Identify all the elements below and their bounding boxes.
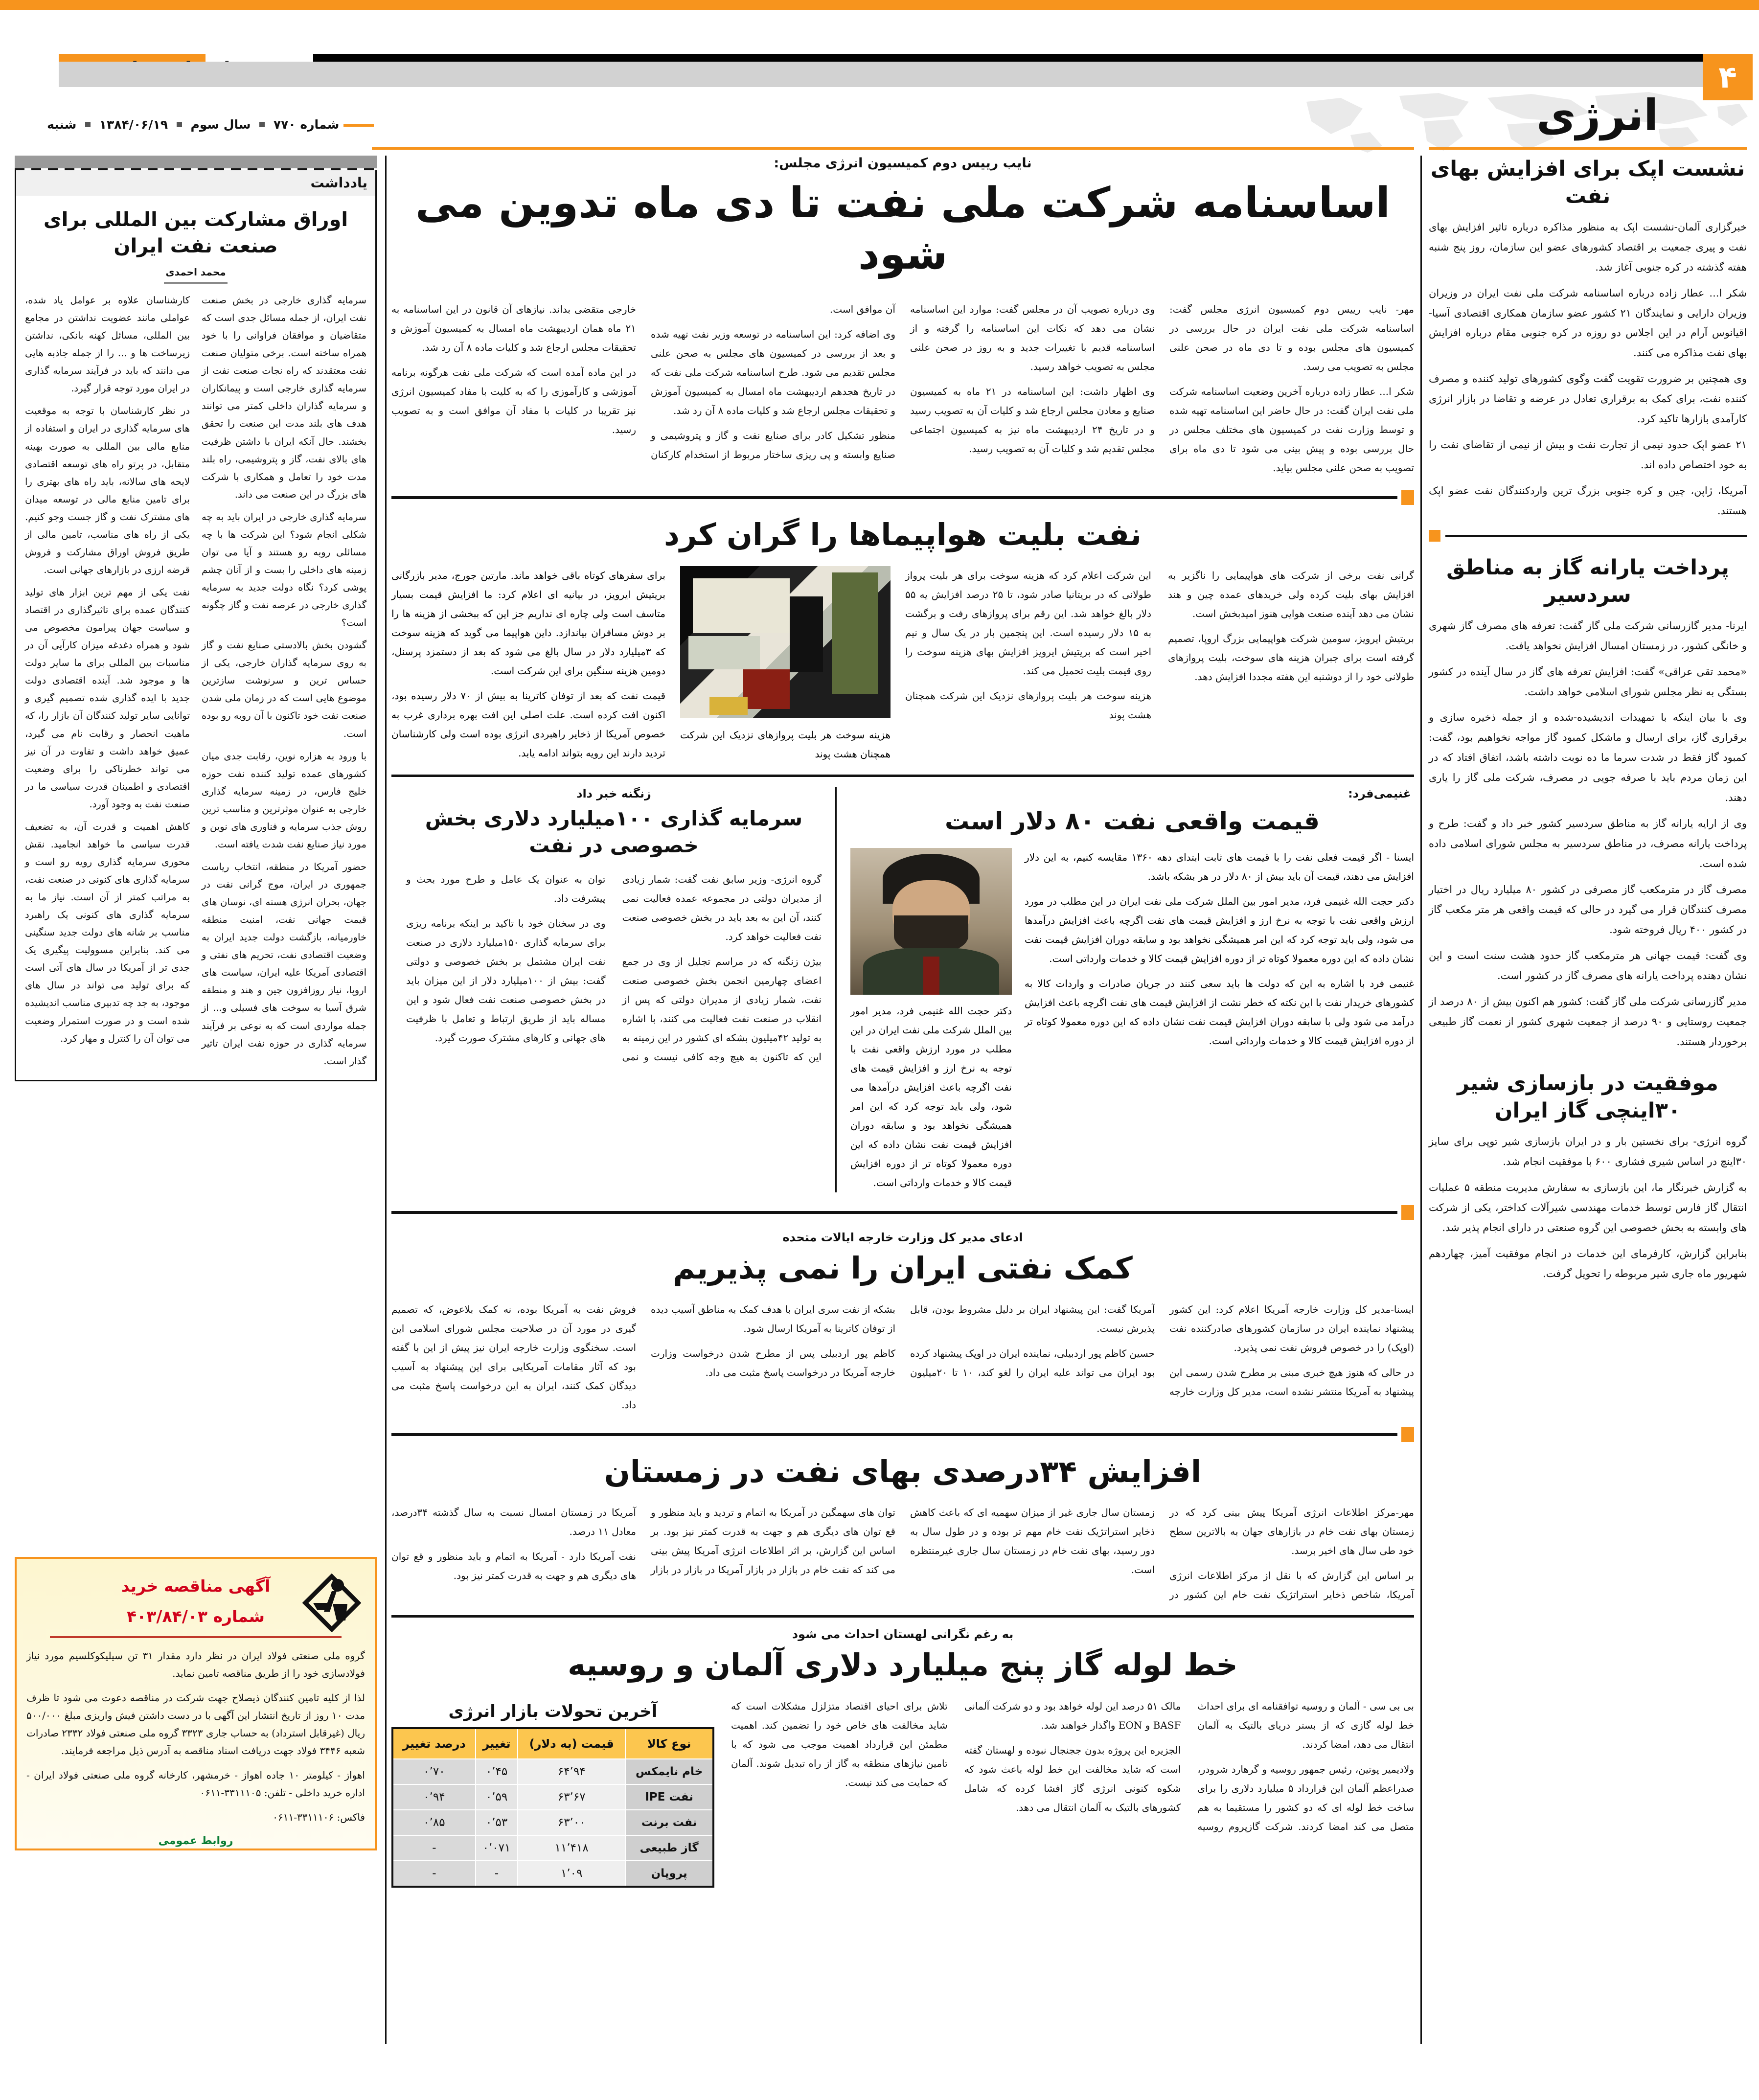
steel-group-logo-icon	[302, 1574, 361, 1632]
ad-title-line2: شماره ۴۰۳/۸۴/۰۳	[126, 1606, 265, 1626]
air-paragraph: بریتیش ایرویز، سومین شرکت هواپیمایی بزرگ اروپا، تصمیم گرفته است برای جبران هزینه های سوخت، بلیت پروازهای طولانی خود را از دوشنبه این هفته مجددا افزایش دهد.	[1168, 633, 1414, 683]
sidebar-paragraph: وی با بیان اینکه با تمهیدات اندیشیده-شده و از جمله ذخیره سازی و برقراری گاز، برای ارسال و ماشکل کمبود گاز مواجه نخواهیم بود، گفت: کمبود گاز فقط در شدت سرما ما ده نوبت داشته باشد، اتفاق افتاد که در این زمان مردم باید با صرفه جویی در مصرف، شرکت ملی گاز را یاری دهند.	[1429, 711, 1747, 804]
tender-advertisement[interactable]	[15, 1557, 377, 1850]
table-cell-price: ۶۴٬۹۴	[518, 1759, 625, 1784]
sidebar-paragraph: گروه انرژی- برای نخستین بار و در ایران بازسازی شیر توپی برای سایز ۳۰اینچ در اساس شیری فشاری ۶۰۰ با موفقیت انجام شد.	[1429, 1136, 1747, 1168]
note-paragraph: گشودن بخش بالادستی صنایع نفت و گاز به روی سرمایه گذاران خارجی، یکی از حساس ترین و سرنوشت سازترین موضوع هایی است که در زمان ملی شدن صنعت نفت خود تاکنون با آن روبه رو بوده است.	[202, 639, 366, 739]
pipeline-paragraph: ولادیمیر پوتین، رئیس جمهور روسیه و گرهارد شرودر، صدراعظم آلمان این قرارداد ۵ میلیارد دلاری را برای ساخت خط لوله ای که دو کشور را مستقیما به هم متصل می کند امضا کردند. شرکت گازپروم روسیه مالک ۵۱ درصد این لوله خواهد بود و دو شرکت آلمانی BASF و EON واگذار خواهند شد.	[964, 1700, 1414, 1832]
article-winter-oil	[391, 1453, 1414, 1605]
section-header-black-rule	[1272, 54, 1703, 62]
investment-paragraph: گروه انرژی- وزیر سابق نفت گفت: شمار زیادی از مدیران دولتی در مجموعه عمده فعالیت نمی کنند، آن این به بعد باید در بخش خصوصی صنعت نفت فعالیت خواهد کرد.	[622, 873, 822, 942]
end-rule-line	[1445, 535, 1747, 537]
sidebar-paragraph: بنابراین گزارش، کارفرمای این خدمات در انجام موفقیت آمیز، چهاردهم شهریور ماه جاری شیر مربوطه را تحویل گرفت.	[1429, 1247, 1747, 1279]
table-cell-change: ۰٬۰۷۱	[476, 1835, 518, 1861]
sidebar-column	[1429, 156, 1747, 1290]
usa-paragraph: فروش نفت به آمریکا بوده، نه کمک بلاعوض، که تصمیم گیری در مورد آن در صلاحیت مجلس شورای اسلامی این است. سخنگوی وزارت خارجه ایران نیز پیش از این با گفته بود که آثار مقامات آمریکایی برای این پیشنهاد به آسیب دیدگان کمک کنند، ایران به این درخواست پاسخ مثبت می داد.	[391, 1303, 636, 1411]
article-investment	[406, 787, 837, 1192]
sidebar-paragraph: خبرگزاری آلمان-نشست اپک به منظور مذاکره درباره تاثیر افزایش بهای نفت و پیری جمعیت بر اقتصاد کشورهای عضو این سازمان، روز پنج شنبه هفته گذشته در کره جنوبی آغاز شد.	[1429, 221, 1747, 273]
section-title: انرژی	[1536, 90, 1659, 140]
sidebar-story-end-rule	[1429, 530, 1747, 542]
usa-paragraph: در حالی که هنوز هیچ خبری مبنی بر مطرح شدن رسمی این پیشنهاد به آمریکا منتشر نشده است، مدیر کل وزارت خارجه آمریکا گفت: این پیشنهاد ایران بر دلیل مشروط بودن، قابل پذیرش نیست.	[910, 1303, 1414, 1397]
investment-paragraph: وی در سخنان خود با تاکید بر اینکه برنامه ریزی برای سرمایه گذاری ۱۵۰میلیارد دلاری در صنعت نفت ایران مشتمل بر بخش خصوصی و دولتی گفت: بیش از ۱۰۰میلیارد دلار از این میزان باید در بخش خصوصی صنعت نفت فعال شود و این مساله باید از طریق ارتباط و تعامل با ظرفیت های جهانی و کارهای مشترک صورت گیرد.	[406, 917, 606, 1044]
ad-paragraph: فاکس: ۳۳۱۱۱۰۶-۰۶۱۱	[273, 1811, 365, 1823]
column-divider-right	[1420, 156, 1422, 2044]
air-paragraph: گرانی نفت برخی از شرکت های هواپیمایی را ناگزیر به افزایش بهای بلیت کرده ولی خریدهای عمده چین و هند نشان می دهد آینده صنعت هوایی هنوز امیدبخش است.	[1168, 570, 1414, 620]
investment-kicker: زنگنه خبر داد	[576, 787, 651, 801]
winter-paragraph: مهر-مرکز اطلاعات انرژی آمریکا پیش بینی کرد که در زمستان بهای نفت خام در بازارهای جهان به بالاترین سطح خود طی سال های اخیر برسد.	[1169, 1507, 1414, 1557]
air-headline: نفت بلیت هواپیماها را گران کرد	[664, 516, 1142, 552]
winter-paragraph: توان های سهمگین در آمریکا به اتمام و تردید و باید منظور و قع توان های دیگری هم و جهت به قدرت کمتر نیز بود. بر اساس این گزارش، بر اثر اطلاعات انرژی آمریکا پیش بینی می کند که نفت خام در بازار در بازار آمریکا در بازار در بازار آمریکا در زمستان امسال نسبت به سال گذشته ۳۴درصد، معادل ۱۱ درصد.	[391, 1507, 895, 1576]
air-paragraph: هزینه سوخت هر بلیت پروازهای نزدیک این شرکت همچنان هشت پوند	[680, 729, 891, 760]
energy-market-table-block	[391, 1697, 714, 1888]
table-cell-price: ۶۳٬۰۰	[518, 1810, 625, 1835]
table-row	[392, 1810, 713, 1835]
sidebar-paragraph: وی از ارایه یارانه گاز به مناطق سردسیر کشور خبر داد و گفت: طرح و پرداخت یارانه مصرف، در مناطق سردسیر به مجلس شورای اسلامی داده شده است.	[1429, 818, 1747, 869]
table-cell-change: ۰٬۵۳	[476, 1810, 518, 1835]
ad-divider-rule	[50, 1636, 341, 1638]
sidebar-paragraph: وی همچنین بر ضرورت تقویت گفت وگوی کشورهای تولید کننده و مصرف کننده نفت، برای کمک به برقراری تعادل در عرضه و تقاضا در بازار انرژی کارآمدی بازارها تاکید کرد.	[1429, 373, 1747, 425]
article-lead-story	[391, 156, 1414, 478]
sidebar-paragraph: آمریکا، ژاپن، چین و کره جنوبی بزرگ ترین واردکنندگان نفت عضو اپک هستند.	[1429, 485, 1747, 517]
dateline-separator-icon	[259, 122, 265, 127]
airplane-cabin-photo	[680, 566, 891, 718]
usa-paragraph: ایسنا-مدیر کل وزارت خارجه آمریکا اعلام کرد: این کشور پیشنهاد نماینده ایران در سازمان کشورهای صادرکننده نفت (اوپک) را در خصوص فروش نفت نمی پذیرد.	[1169, 1303, 1414, 1353]
table-cell-price: ۱۱٬۴۱۸	[518, 1835, 625, 1861]
sidebar-story-valve	[1429, 1070, 1747, 1283]
note-tab-label: یادداشت	[15, 170, 377, 196]
table-cell-change: -	[476, 1861, 518, 1887]
ad-paragraph: لذا از کلیه تامین کنندگان ذیصلاح جهت شرکت در مناقصه دعوت می شود تا ظرف مدت ۱۰ روز از تاریخ انتشار این آگهی با در دست داشتن فیش واریزی مبلغ ۵۰۰/۰۰۰ ریال (غیرقابل استرداد) به حساب جاری ۳۳۲۳ گروه ملی صنعتی فولاد ۲۳۳۲ صادرات شعبه ۳۴۴۶ فولاد جهت دریافت اسناد مناقصه به آدرس ذیل مراجعه فرمایند.	[26, 1691, 366, 1757]
air-paragraph: قیمت نفت که بعد از توفان کاترینا به بیش از ۷۰ دلار رسیده بود، اکنون افت کرده است. علت اصلی این افت بهره برداری غرب به خصوص آمریکا از ذخایر راهبردی انرژی بوده است ولی کارشناسان تردید دارند این رویه بتواند ادامه یابد.	[391, 690, 666, 759]
sidebar-paragraph: شکر ا... عطار زاده درباره اساسنامه شرکت ملی نفت ایران در وزیران وزیران دارایی و نمایندگان ۲۱ کشور عضو سازمان همکاری اقتصادی آسیا-اقیانوس آرام در این اجلاس دو روزه در کره جنوبی مقام درباره افزایش بهای نفت مذاکره می کنند.	[1429, 287, 1747, 359]
usa-headline: کمک نفتی ایران را نمی پذیریم	[673, 1250, 1133, 1286]
table-row	[392, 1784, 713, 1810]
lead-paragraph: وی اظهار داشت: این اساسنامه در ۲۱ ماه به کمیسیون صنایع و معادن مجلس ارجاع شد و کلیات آن به تصویب رسید و در تاریخ ۲۴ اردیبهشت ماه نیز به کمیسیون اجتماعی مجلس تقدیم شد و کلیات آن به تصویب رسید.	[910, 385, 1155, 455]
usa-body	[391, 1300, 1414, 1415]
investment-paragraph: بیژن زنگنه که در مراسم تجلیل از وی در جمع اعضای چهارمین انجمن بخش خصوصی صنعت نفت، شمار زیادی از مدیران دولتی که پس از انقلاب در صنعت نفت فعالیت می کنند، با اشاره به تولید ۴۲میلیون بشکه ای کشور در این زمینه به این که تاکنون به هیچ وجه کافی نیست و نمی توان به عنوان یک عامل و طرح مورد بحث و پیشرفت داد.	[406, 873, 822, 1063]
separator-line	[391, 496, 1397, 499]
table-cell-change: ۰٬۴۵	[476, 1759, 518, 1784]
section-separator	[391, 1427, 1414, 1442]
separator-line	[391, 1433, 1397, 1436]
table-cell-name: خام نایمکس	[625, 1759, 713, 1784]
header-grey-rule	[59, 62, 1272, 87]
note-header-grey-bar	[15, 156, 377, 168]
table-cell-name: پروپان	[625, 1861, 713, 1887]
sidebar-title-valve: موفقیت در بازسازی شیر ۳۰اینچی گاز ایران	[1457, 1071, 1718, 1123]
ad-paragraph: اهواز - کیلومتر ۱۰ جاده اهواز - خرمشهر، کارخانه گروه ملی صنعتی فولاد ایران - اداره خرید داخلی - تلفن: ۳۳۱۱۱۰۵-۰۶۱۱	[26, 1769, 365, 1799]
note-author: محمد احمدی	[165, 266, 226, 278]
ghanimi-paragraph: ایسنا - اگر قیمت فعلی نفت را با قیمت های ثابت ابتدای دهه ۱۳۶۰ مقایسه کنیم، به این دلار افزایش می دهند، قیمت آن باید بیش از ۸۰ دلار در هر بشکه باشد.	[1025, 851, 1415, 883]
ad-paragraph: گروه ملی صنعتی فولاد ایران در نظر دارد مقدار ۳۱ تن سیلیکوکلسیم مورد نیاز فولادسازی خود را از طریق مناقصه تامین نماید.	[26, 1649, 365, 1679]
lead-body	[391, 300, 1414, 478]
dateline-separator-icon	[177, 122, 182, 127]
winter-paragraph: نفت آمریکا دارد - آمریکا به اتمام و باید منظور و قع توان های دیگری هم و جهت به قدرت کمتر نیز بود.	[391, 1551, 636, 1582]
note-paragraph: سرمایه گذاری خارجی در بخش صنعت نفت ایران، از جمله مسائل جدی است که متقاضیان و موافقان فراوانی را با خود همراه ساخته است. برخی متولیان صنعت نفت معتقدند که راه نجات صنعت نفت از سرمایه گذاری خارجی است و پیمانکاران و سرمایه گذاران داخلی کمتر می توانند هدف های بلند مدت این صنعت را تحقق بخشند. حال آنکه ایران با داشتن ظرفیت های بالای نفت، گاز و پتروشیمی، راه بلند مدت خود را تعامل و همکاری با شرکت های بزرگ در این صنعت می داند.	[202, 295, 366, 500]
pipeline-paragraph: تلاش برای احیای اقتصاد متزلزل مشکلات است که شاید مخالفت های خاص خود را تضمین کند. اهمیت مطمئن این قرارداد اهمیت موجب می شود که با تامین نیازهای منطقه به گاز از راه تبدیل شوند. آلمان که حمایت می کند نیست.	[731, 1700, 948, 1788]
separator-line	[391, 1211, 1397, 1214]
note-paragraph: در نظر کارشناسان با توجه به موقعیت های سرمایه گذاری در ایران و استفاده از منابع مالی بین المللی به صورت بهینه متقابل، در پرتو راه های توسعه اقتصادی لایحه های سالانه، باید راه های بهتری را برای تامین منابع مالی در توسعه میدان های مشترک نفت و گاز جست وجو کنیم. یکی از راه های مناسب، تامین مالی از طریق فروش اوراق مشارکت و فروش قرضه ارزی در بازارهای جهانی است.	[25, 405, 190, 575]
sidebar-paragraph: وی گفت: قیمت جهانی هر مترمکعب گاز حدود هشت سنت است و این نشان دهنده پرداخت یارانه های مصرف گاز در کشور است.	[1429, 949, 1747, 982]
table-title: آخرین تحولات بازار انرژی	[448, 1701, 658, 1721]
usa-paragraph: حسین کاظم پور اردبیلی، نماینده ایران در اوپک پیشنهاد کرده بود ایران می تواند علیه ایران را لغو کند، ۱۰ تا ۲۰میلیون بشکه از نفت سری ایران با هدف کمک به مناطق آسیب دیده از توفان کاترینا به آمریکا ارسال شود.	[651, 1303, 1155, 1378]
dateline-year: سال سوم	[190, 117, 251, 132]
note-paragraph: کارشناسان علاوه بر عوامل یاد شده، عواملی مانند عضویت نداشتن در مجامع بین المللی، مسائل کهنه بانکی، نداشتن زیرساخت ها و ... را از جمله جاذبه هایی می دانند که باید در فرآیند سرمایه گذاری در ایران مورد توجه قرار گیرد.	[25, 295, 190, 394]
lead-headline: اساسنامه شرکت ملی نفت تا دی ماه تدوین می شود	[415, 179, 1391, 279]
air-paragraph: هزینه سوخت هر بلیت پروازهای نزدیک این شرکت همچنان هشت پوند	[905, 690, 1151, 721]
sidebar-title-opec: نشست اپک برای افزایش بهای نفت	[1430, 157, 1745, 208]
note-paragraph: نفت یکی از مهم ترین ابزار های تولید کنندگان عمده برای تاثیرگذاری در اقتصاد و سیاست جهان پیرامون مخصوص می شود و همراه دغدغه میزان کارآیی آن در مناسبات بین المللی برای ما سایر دولت ها و موجود شد. آینده اقتصادی دولت جدید با ایده گذاری شده تصمیم گیری و توانایی سایر تولید کنندگان آن بازار را، که ماهیت انحصار و رقابت نام می گیرد، عمیق خواهد داشت و تفاوت در آن نیز می تواند خطرناکی را برای وضعیت اقتصادی و اطمینان قدرت سیاسی ما در صنعت نفت به وجود آورد.	[25, 587, 190, 810]
dateline-day: شنبه	[47, 117, 77, 132]
winter-body	[391, 1503, 1414, 1604]
note-column	[15, 156, 377, 1081]
lead-kicker: نایب رییس دوم کمیسیون انرژی مجلس:	[774, 156, 1032, 171]
article-ghanimi	[837, 787, 1414, 1192]
winter-headline: افزایش ۳۴درصدی بهای نفت در زمستان	[604, 1453, 1202, 1489]
ad-title-line1: آگهی مناقصه خرید	[121, 1576, 271, 1596]
investment-headline: سرمایه گذاری ۱۰۰میلیارد دلاری بخش خصوصی در نفت	[425, 806, 803, 857]
lead-paragraph: شکر ا... عطار زاده درباره آخرین وضعیت اساسنامه شرکت ملی نفت ایران گفت: در حال حاضر این اساسنامه تهیه شده و توسط وزارت نفت در کمیسیون های مختلف مجلس در حال بررسی بوده و پیش بینی می شود تا دی ماه برای تصویب به صحن علنی مجلس بیاید.	[1169, 385, 1414, 474]
section-header-grey-rule	[1272, 62, 1703, 87]
sidebar-paragraph: به گزارش خبرنگار ما، این بازسازی به سفارش مدیریت منطقه ۵ عملیات انتقال گاز فارس توسط خدمات مهندسی شیرآلات کداختر، یکی از شرکت های وابسته به بخش خصوصی این گروه صنعتی در دارای انجام پذیر شد.	[1429, 1182, 1747, 1233]
ghanimi-kicker: غنیمی‌فرد:	[1348, 787, 1411, 801]
top-orange-strip	[0, 0, 1759, 10]
section-separator	[391, 1205, 1414, 1220]
table-cell-pct: ۰٬۸۵	[392, 1810, 476, 1835]
table-cell-change: ۰٬۵۹	[476, 1784, 518, 1810]
note-paragraph: کاهش اهمیت و قدرت آن، به تضعیف قدرت سیاسی ما خواهد انجامید. نقش محوری سرمایه گذاری رویه رو است و سرمایه گذاری های کنونی در صنعت نفت، به مراتب کمتر از آن است. نیاز ما به سرمایه گذاری های کنونی یک راهبرد مناسب بر شانه های دولت جدید سنگینی می کند. بنابراین مسوولیت پیگیری یک جدی تر از آمریکا در سال های آتی است که برای تولید می تواند در سال های موجود، به جد چه تدبیری مناسب اندیشیده شده است و در صورت استمرار وضعیت می توان آن را کنترل و مهار کرد.	[25, 821, 190, 1044]
sidebar-title-gas-subsidy: پرداخت یارانه گاز به مناطق سردسیر	[1446, 555, 1729, 607]
dateline-dash	[343, 124, 374, 127]
note-text-columns	[25, 292, 366, 1070]
dateline-issue: شماره ۷۷۰	[273, 117, 340, 132]
table-col-change: تغییر	[476, 1728, 518, 1759]
sidebar-paragraph: ایرنا- مدیر گازرسانی شرکت ملی گاز گفت: تعرفه های مصرف گاز شهری و خانگی کشور، در زمستان امسال افزایش نخواهد یافت.	[1429, 619, 1747, 652]
note-paragraph: حضور آمریکا در منطقه، انتخاب ریاست جمهوری در ایران، موج گرانی نفت در جهان، بحران انرژی هسته ای، نوسان های قیمت جهانی نفت، امنیت منطقه خاورمیانه، بازگشت دولت جدید ایران به وضعیت اقتصادی نفت، تحریم های نفتی و اقتصادی آمریکا علیه ایران، سیاست های اروپا، نیاز روزافزون چین و هند و منطقه شرق آسیا به سوخت های فسیلی و... از جمله مواردی است که به نوعی بر فرآیند سرمایه گذاری در حوزه نفت ایران تاثیر گذار است.	[202, 861, 366, 1067]
article-air-tickets	[391, 516, 1414, 764]
table-row	[392, 1835, 713, 1861]
usa-paragraph: کاظم پور اردبیلی پس از مطرح شدن درخواست وزارت خارجه آمریکا در درخواست پاسخ مثبت می داد.	[651, 1347, 895, 1378]
section-separator	[391, 490, 1414, 505]
table-cell-pct: -	[392, 1861, 476, 1887]
pipeline-headline: خط لوله گاز پنج میلیارد دلاری آلمان و روسیه	[568, 1647, 1238, 1683]
ghanimi-paragraph: دکتر حجت الله غنیمی فرد، مدیر امور بین الملل شرکت ملی نفت ایران در این مطلب در مورد ارزش واقعی نفت با توجه به نرخ ارز و افزایش قیمت های نفت اگرچه باعث افزایش درآمدها می شود، ولی باید توجه کرد که این امر همیشگی نخواهد بود و سابقه دوران افزایش قیمت نفت نشان داده که این دوره معمولا کوتاه تر از دوره افزایش قیمت کالا و خدمات وارداتی است.	[1025, 895, 1414, 965]
lead-paragraph: وی درباره تصویب آن در مجلس گفت: موارد این اساسنامه نشان می دهد که نکات این اساسنامه را گرفته و از اساسنامه قدیم با تغییرات جدید و به روز در صحن علنی مجلس به تصویب خواهد رسید.	[910, 303, 1155, 372]
article-pipeline	[391, 1627, 1414, 1888]
table-row	[392, 1759, 713, 1784]
separator-orange-square-icon	[1401, 1427, 1414, 1442]
separator-orange-square-icon	[1401, 1205, 1414, 1220]
lead-paragraph: منظور تشکیل کادر برای صنایع نفت و گاز و پتروشیمی و صنایع وابسته و پی ریزی ساختار مربوط از استخدام کارکنان خارجی متقضی بداند. نیازهای آن قانون در این اساسنامه به ۲۱ ماه همان اردیبهشت ماه امسال به کمیسیون آموزش و تحقیقات مجلس ارجاع شد و کلیات ماده ۸ آن رد شد.	[391, 303, 895, 460]
sidebar-paragraph: ۲۱ عضو اپک حدود نیمی از تجارت نفت و بیش از نیمی از تقاضای نفت را به خود اختصاص داده اند.	[1429, 439, 1747, 471]
ghanimi-paragraph: غنیمی فرد با اشاره به این که دولت ها باید سعی کنند در جریان صادرات و واردات کالا به کشورهای خریدار نفت با این نکته که خطر نشت از افزایش قیمت های نفت اگرچه باعث افزایش درآمد می شود ولی با سابقه دوران افزایش قیمت نفت نشان داده که این دوره معمولا کوتاه تر از دوره افزایش قیمت کالا و خدمات وارداتی است.	[1025, 978, 1414, 1047]
investment-body	[406, 870, 822, 1067]
sidebar-paragraph: «محمد تقی عراقی» گفت: افزایش تعرفه های گاز در سال آینده در کشور بستگی به نظر مجلس شورای اسلامی خواهد داشت.	[1429, 665, 1747, 698]
air-paragraph: این شرکت اعلام کرد که هزینه سوخت برای هر بلیت پرواز طولانی که در بریتانیا صادر شود، تا ۲۵ درصد افزایش یه ۵۵ دلار بالغ خواهد شد. این رقم برای پروازهای رفت و برگشت به ۱۵ دلار رسیده است. این پنجمین بار در یک سال و نیم اخیر است که بریتیش ایرویز افزایش بهای هزینه سوخت را روی قیمت بلیت تحمیل می کند.	[905, 570, 1152, 677]
end-orange-square-icon	[1429, 530, 1440, 542]
dateline-separator-icon	[85, 122, 91, 127]
note-paragraph: سرمایه گذاری خارجی در ایران باید به چه شکلی انجام شود؟ این شرکت ها با چه مسائلی روبه رو هستند و آیا می توان زمینه های داخلی را بست و از آنان چشم پوشی کرد؟ نگاه دولت جدید به سرمایه گذاری خارجی در عرصه نفت و گاز چگونه است؟	[202, 511, 366, 629]
pipeline-paragraph: بی بی سی - آلمان و روسیه توافقنامه ای برای احداث خط لوله گازی که از بستر دریای بالتیک به آلمان انتقال می دهد، امضا کردند.	[1197, 1700, 1414, 1750]
winter-paragraph: بر اساس این گزارش که با نقل از مرکز اطلاعات انرژی آمریکا، شاخص ذخایر استراتژیک نفت خام این کشور در زمستان سال جاری غیر از میزان سهمیه ای که باعث کاهش ذخایر استراتژیک نفت خام مهم تر بوده و در طول سال به دور رسید، بهای نفت خام در زمستان سال جاری غیرمنتظره است.	[910, 1507, 1414, 1601]
header-orange-rule-right	[1429, 147, 1747, 150]
air-paragraph: برای سفرهای کوتاه باقی خواهد ماند. مارتین جورج، مدیر بازرگانی بریتیش ایرویز، در بیانیه ای اعلام کرد: ما افزایش قیمت بسیار متاسف است ولی چاره ای نداریم جز این که ببخشی از هزینه ها را بر دوش مسافران بیاندازد. داین هواپیما می گوید که هزینه سوخت که ۳میلیارد دلار در سال بالغ می شود که بعد از دستمزد پرسنل، دومین هزینه سنگین برای این شرکت است.	[391, 570, 666, 677]
table-col-price: قیمت (به دلار)	[518, 1728, 625, 1759]
ghanimi-headline: قیمت واقعی نفت ۸۰ دلار است	[944, 807, 1320, 836]
main-column	[391, 156, 1414, 1888]
note-author-rule	[164, 282, 228, 284]
table-cell-name: نفت IPE	[625, 1784, 713, 1810]
sidebar-story-opec	[1429, 156, 1747, 521]
air-body-right	[905, 566, 1414, 725]
sidebar-story-gas-subsidy	[1429, 554, 1747, 1052]
usa-kicker: ادعای مدیر کل وزارت خارجه ایالات متحده	[782, 1231, 1023, 1245]
section-rule	[391, 775, 1414, 777]
table-cell-name: نفت برنت	[625, 1810, 713, 1835]
table-cell-name: گاز طبیعی	[625, 1835, 713, 1861]
table-cell-pct: ۰٬۹۴	[392, 1784, 476, 1810]
ghanimi-paragraph: دکتر حجت الله غنیمی فرد، مدیر امور بین الملل شرکت ملی نفت ایران در این مطلب در مورد ارزش واقعی نفت با توجه به نرخ ارز و افزایش قیمت های نفت اگرچه باعث افزایش درآمدها می شود، ولی باید توجه کرد که این امر همیشگی نخواهد بود و سابقه دوران افزایش قیمت نفت نشان داده که این دوره معمولا کوتاه تر از دوره افزایش قیمت کالا و خدمات وارداتی است.	[850, 1005, 1012, 1189]
separator-orange-square-icon	[1401, 490, 1414, 505]
page-number-badge: ۴	[1703, 54, 1753, 100]
lead-paragraph: آن موافق است.	[829, 303, 895, 315]
note-title: اوراق مشارکت بین المللی برای صنعت نفت ایران	[43, 208, 348, 257]
table-col-pct: درصد تغییر	[392, 1728, 476, 1759]
pipeline-kicker: به رغم نگرانی لهستان احداث می شود	[792, 1627, 1014, 1642]
article-usa-oil	[391, 1231, 1414, 1415]
table-header-row	[392, 1728, 713, 1759]
section-rule	[391, 1615, 1414, 1618]
table-cell-pct: ۰٬۷۰	[392, 1759, 476, 1784]
sidebar-paragraph: مدیر گازرسانی شرکت ملی گاز گفت: کشور هم اکنون بیش از ۸۰ درصد از جمعیت روستایی و ۹۰ درصد از جمعیت شهری کشور از نعمت گاز طبیعی برخوردار هستند.	[1429, 995, 1747, 1048]
sidebar-paragraph: مصرف گاز در مترمکعب گاز مصرفی در کشور ۸۰ میلیارد ریال در اختیار مصرف کنندگان قرار می گیرد در حالی که قیمت واقعی هر متر مکعب گاز در کشور ۴۰۰ ریال فروخته شود.	[1429, 883, 1747, 936]
header-black-rule	[313, 54, 1272, 62]
dateline	[29, 117, 382, 138]
lead-paragraph: در این ماده آمده است که شرکت ملی نفت هرگونه برنامه آموزشی و کارآموزی را که به کلیت با مفاد کمیسیون انرژی نیز تقریبا در کلیات با مفاد آن موافق است و به تصویب رسید.	[391, 366, 636, 435]
table-cell-price: ۶۳٬۶۷	[518, 1784, 625, 1810]
header-orange-rule	[372, 147, 1414, 150]
table-row	[392, 1861, 713, 1887]
energy-market-table	[391, 1727, 714, 1888]
table-cell-pct: -	[392, 1835, 476, 1861]
ghanimi-portrait-photo	[850, 848, 1012, 995]
lead-paragraph: وی اضافه کرد: این اساسنامه در توسعه وزیر نفت تهیه شده و بعد از بررسی در کمیسیون های مجلس به صحن علنی مجلس تقدیم می شود. طرح اساسنامه شرکت ملی نفت که در تاریخ هجدهم اردیبهشت ماه امسال به کمیسیون آموزش و تحقیقات مجلس ارجاع شد و کلیات ماده ۸ آن رد شد.	[651, 328, 895, 416]
table-cell-price: ۱٬۰۹	[518, 1861, 625, 1887]
column-divider-left	[385, 156, 387, 2044]
ad-footer-signature: روابط عمومی	[158, 1834, 233, 1847]
dateline-date: ۱۳۸۴/۰۶/۱۹	[99, 117, 168, 132]
note-body	[15, 196, 377, 1081]
pipeline-paragraph: الجزیره این پروژه بدون ججنجال نبوده و لهستان گفته است که شاید مخالفت این خط لوله باعث شود که شکوه کنونی انرژی گاز افشا کرده که شامل کشورهای بالتیک به آلمان انتقال می دهد.	[964, 1744, 1181, 1813]
note-paragraph: با ورود به هزاره نوین، رقابت جدی میان کشورهای عمده تولید کننده نفت حوزه خلیج فارس، در زمینه سرمایه گذاری خارجی به عنوان موثرترین و مناسب ترین روش جذب سرمایه و فناوری های نوین و مورد نیاز صنایع نفت شدت یافته است.	[202, 750, 366, 850]
pipeline-body	[731, 1697, 1414, 1836]
table-col-name: نوع کالا	[625, 1728, 713, 1759]
lead-paragraph: مهر- نایب رییس دوم کمیسیون انرژی مجلس گفت: اساسنامه شرکت ملی نفت ایران در حال بررسی در کمیسیون های مجلس بوده و تا دی ماه در صحن علنی مجلس به تصویب می رسد.	[1169, 303, 1414, 372]
